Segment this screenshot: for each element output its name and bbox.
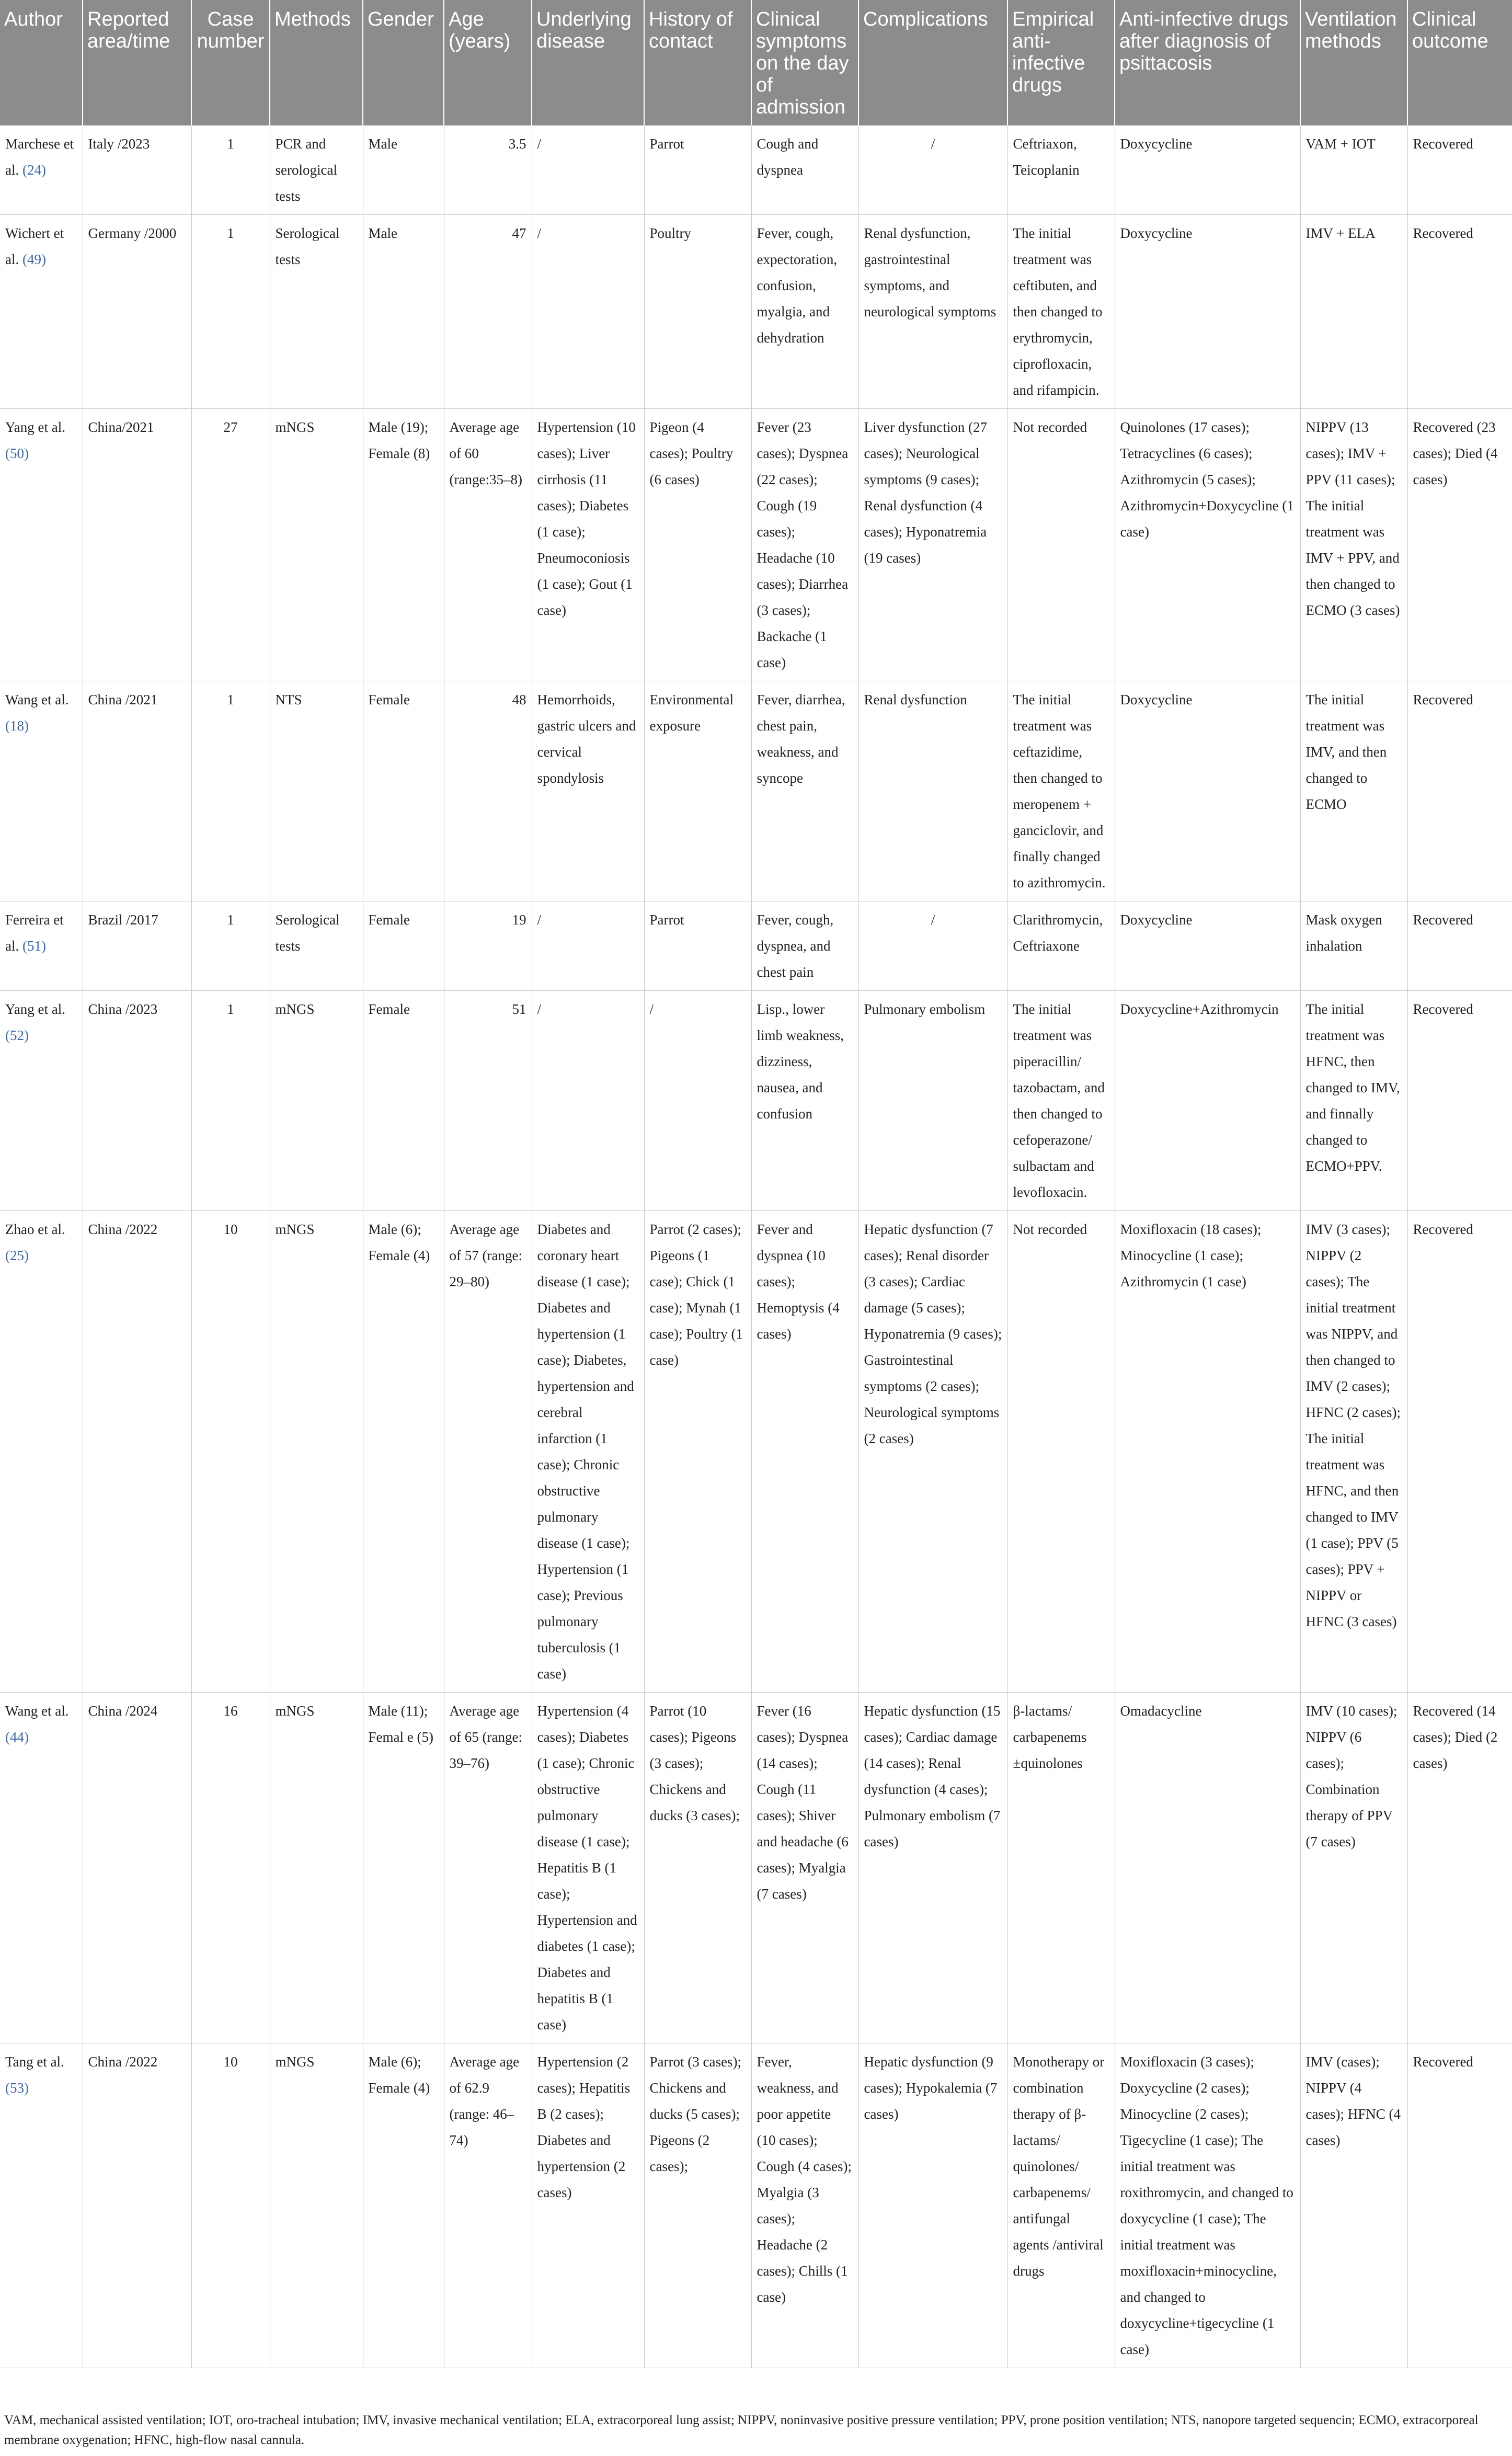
cell-underlying-disease: / xyxy=(532,215,644,409)
cell-after-diagnosis-drugs: Doxycycline xyxy=(1115,215,1300,409)
cell-history-of-contact: Parrot xyxy=(644,901,751,991)
cell-author xyxy=(0,2043,83,2368)
cell-outcome: Recovered xyxy=(1407,125,1512,215)
table-body xyxy=(0,125,1512,2368)
cell-area-time: China /2024 xyxy=(83,1693,191,2043)
cell-ventilation: NIPPV (13 cases); IMV + PPV (11 cases); The initial treatment was IMV + PPV, and then changed to ECMO (3 cases) xyxy=(1300,409,1407,681)
cell-after-diagnosis-drugs: Doxycycline xyxy=(1115,901,1300,991)
cell-after-diagnosis-drugs: Quinolones (17 cases); Tetracyclines (6 cases); Azithromycin (5 cases); Azithromycin+Doxycycline (1 case) xyxy=(1115,409,1300,681)
cell-age: Average age of 57 (range: 29–80) xyxy=(444,1211,532,1693)
header-area-time: Reported area/time xyxy=(83,0,191,125)
cell-underlying-disease: Diabetes and coronary heart disease (1 case); Diabetes and hypertension (1 case); Diabetes, hypertension and cerebral infarction (1 case); Chronic obstructive pulmonary disease (1 case); Hypertension (1 case); Previous pulmonary tuberculosis (1 case) xyxy=(532,1211,644,1693)
table-row xyxy=(0,409,1512,681)
cell-case-number: 1 xyxy=(191,991,270,1211)
cell-area-time: Brazil /2017 xyxy=(83,901,191,991)
cell-history-of-contact: Pigeon (4 cases); Poultry (6 cases) xyxy=(644,409,751,681)
cell-methods: Serological tests xyxy=(270,901,363,991)
cell-area-time: Germany /2000 xyxy=(83,215,191,409)
table-row xyxy=(0,125,1512,215)
cell-after-diagnosis-drugs: Doxycycline xyxy=(1115,681,1300,901)
author-name: Yang et al. xyxy=(5,419,66,435)
author-name: Ferreira et al. xyxy=(5,912,64,954)
author-name: Tang et al. xyxy=(5,2054,64,2070)
header-clinical-symptoms: Clinical symptoms on the day of admission xyxy=(751,0,858,125)
cell-outcome: Recovered xyxy=(1407,991,1512,1211)
cell-gender: Female xyxy=(363,991,444,1211)
reference-link[interactable]: (24) xyxy=(22,162,46,178)
cell-methods: mNGS xyxy=(270,409,363,681)
cell-area-time: China /2022 xyxy=(83,2043,191,2368)
cell-author xyxy=(0,125,83,215)
author-name: Yang et al. xyxy=(5,1001,66,1017)
cell-after-diagnosis-drugs: Omadacycline xyxy=(1115,1693,1300,2043)
reference-link[interactable]: (18) xyxy=(5,718,29,734)
cell-age: 3.5 xyxy=(444,125,532,215)
cell-empirical-drugs: Ceftriaxon, Teicoplanin xyxy=(1007,125,1115,215)
cell-area-time: China /2021 xyxy=(83,681,191,901)
cell-gender: Female xyxy=(363,901,444,991)
cell-gender: Male (6); Female (4) xyxy=(363,1211,444,1693)
header-age: Age (years) xyxy=(444,0,532,125)
cell-clinical-symptoms: Lisp., lower limb weakness, dizziness, nausea, and confusion xyxy=(751,991,858,1211)
cell-methods: mNGS xyxy=(270,1211,363,1693)
cell-ventilation: The initial treatment was IMV, and then changed to ECMO xyxy=(1300,681,1407,901)
cell-outcome: Recovered (14 cases); Died (2 cases) xyxy=(1407,1693,1512,2043)
cell-clinical-symptoms: Fever, cough, expectoration, confusion, myalgia, and dehydration xyxy=(751,215,858,409)
cell-after-diagnosis-drugs: Moxifloxacin (3 cases); Doxycycline (2 cases); Minocycline (2 cases); Tigecycline (1 case); The initial treatment was roxithromycin, and changed to doxycycline (1 case); The initial treatment was moxifloxacin+minocycline, and changed to doxycycline+tigecycline (1 case) xyxy=(1115,2043,1300,2368)
cell-ventilation: The initial treatment was HFNC, then changed to IMV, and finnally changed to ECMO+PPV. xyxy=(1300,991,1407,1211)
table-row xyxy=(0,1211,1512,1693)
cell-author xyxy=(0,991,83,1211)
cell-age: 47 xyxy=(444,215,532,409)
cell-underlying-disease: Hypertension (4 cases); Diabetes (1 case); Chronic obstructive pulmonary disease (1 case); Hepatitis B (1 case); Hypertension and diabetes (1 case); Diabetes and hepatitis B (1 case) xyxy=(532,1693,644,2043)
cell-age: Average age of 60 (range:35–8) xyxy=(444,409,532,681)
cell-gender: Male (11); Femal e (5) xyxy=(363,1693,444,2043)
cell-underlying-disease: Hemorrhoids, gastric ulcers and cervical spondylosis xyxy=(532,681,644,901)
author-name: Wang et al. xyxy=(5,692,69,707)
cell-clinical-symptoms: Fever, diarrhea, chest pain, weakness, and syncope xyxy=(751,681,858,901)
reference-link[interactable]: (50) xyxy=(5,445,29,461)
header-complications: Complications xyxy=(858,0,1007,125)
cell-author xyxy=(0,215,83,409)
cell-complications: Renal dysfunction xyxy=(858,681,1007,901)
cell-case-number: 1 xyxy=(191,681,270,901)
cell-gender: Female xyxy=(363,681,444,901)
cell-methods: mNGS xyxy=(270,1693,363,2043)
cell-age: 51 xyxy=(444,991,532,1211)
cell-history-of-contact: Parrot xyxy=(644,125,751,215)
cell-age: 48 xyxy=(444,681,532,901)
cell-author xyxy=(0,681,83,901)
cell-area-time: China /2023 xyxy=(83,991,191,1211)
cell-empirical-drugs: Not recorded xyxy=(1007,1211,1115,1693)
author-name: Wichert et al. xyxy=(5,225,64,267)
cell-complications: Hepatic dysfunction (7 cases); Renal disorder (3 cases); Cardiac damage (5 cases); Hyponatremia (9 cases); Gastrointestinal symptoms (2 cases); Neurological symptoms (2 cases) xyxy=(858,1211,1007,1693)
cell-after-diagnosis-drugs: Doxycycline+Azithromycin xyxy=(1115,991,1300,1211)
cell-complications: Hepatic dysfunction (9 cases); Hypokalemia (7 cases) xyxy=(858,2043,1007,2368)
header-case-number: Case number xyxy=(191,0,270,125)
header-author: Author xyxy=(0,0,83,125)
cell-history-of-contact: Poultry xyxy=(644,215,751,409)
header-row xyxy=(0,0,1512,125)
cell-methods: NTS xyxy=(270,681,363,901)
cell-after-diagnosis-drugs: Doxycycline xyxy=(1115,125,1300,215)
cell-methods: Serological tests xyxy=(270,215,363,409)
cell-complications: / xyxy=(858,901,1007,991)
cell-methods: mNGS xyxy=(270,2043,363,2368)
reference-link[interactable]: (52) xyxy=(5,1027,29,1043)
cell-clinical-symptoms: Cough and dyspnea xyxy=(751,125,858,215)
cell-history-of-contact: Environmental exposure xyxy=(644,681,751,901)
cell-case-number: 27 xyxy=(191,409,270,681)
reference-link[interactable]: (25) xyxy=(5,1248,29,1263)
cell-ventilation: IMV (cases); NIPPV (4 cases); HFNC (4 cases) xyxy=(1300,2043,1407,2368)
table-row xyxy=(0,991,1512,1211)
cell-outcome: Recovered (23 cases); Died (4 cases) xyxy=(1407,409,1512,681)
table-row xyxy=(0,681,1512,901)
cell-complications: Pulmonary embolism xyxy=(858,991,1007,1211)
header-ventilation: Ventilation methods xyxy=(1300,0,1407,125)
cell-methods: PCR and serological tests xyxy=(270,125,363,215)
author-name: Marchese et al. xyxy=(5,136,74,178)
cell-after-diagnosis-drugs: Moxifloxacin (18 cases); Minocycline (1 case); Azithromycin (1 case) xyxy=(1115,1211,1300,1693)
cell-underlying-disease: Hypertension (10 cases); Liver cirrhosis (11 cases); Diabetes (1 case); Pneumoconiosis (1 case); Gout (1 case) xyxy=(532,409,644,681)
cell-age: Average age of 62.9 (range: 46–74) xyxy=(444,2043,532,2368)
cell-clinical-symptoms: Fever, weakness, and poor appetite (10 cases); Cough (4 cases); Myalgia (3 cases); Headache (2 cases); Chills (1 case) xyxy=(751,2043,858,2368)
cell-complications: / xyxy=(858,125,1007,215)
cell-underlying-disease: / xyxy=(532,991,644,1211)
table-footnote: VAM, mechanical assisted ventilation; IOT, oro-tracheal intubation; IMV, invasive mechanical ventilation; ELA, extracorporeal lung assist; NIPPV, noninvasive positive pressure ventilation; PPV, prone position ventilation; NTS, nanopore targeted sequencin; ECMO, extracorporeal membrane oxygenation; HFNC, high-flow nasal cannula. xyxy=(4,2413,1479,2447)
cell-empirical-drugs: The initial treatment was piperacillin/ tazobactam, and then changed to cefoperazone/ sulbactam and levofloxacin. xyxy=(1007,991,1115,1211)
table-row xyxy=(0,2043,1512,2368)
cell-case-number: 10 xyxy=(191,2043,270,2368)
header-gender: Gender xyxy=(363,0,444,125)
cell-area-time: China /2022 xyxy=(83,1211,191,1693)
header-outcome: Clinical outcome xyxy=(1407,0,1512,125)
reference-link[interactable]: (44) xyxy=(5,1729,29,1745)
cell-case-number: 16 xyxy=(191,1693,270,2043)
header-methods: Methods xyxy=(270,0,363,125)
cell-history-of-contact: Parrot (3 cases); Chickens and ducks (5 cases); Pigeons (2 cases); xyxy=(644,2043,751,2368)
cell-clinical-symptoms: Fever (16 cases); Dyspnea (14 cases); Cough (11 cases); Shiver and headache (6 cases); Myalgia (7 cases) xyxy=(751,1693,858,2043)
cell-author xyxy=(0,409,83,681)
cell-complications: Liver dysfunction (27 cases); Neurological symptoms (9 cases); Renal dysfunction (4 cases); Hyponatremia (19 cases) xyxy=(858,409,1007,681)
cell-complications: Renal dysfunction, gastrointestinal symptoms, and neurological symptoms xyxy=(858,215,1007,409)
reference-link[interactable]: (53) xyxy=(5,2080,29,2096)
cell-outcome: Recovered xyxy=(1407,215,1512,409)
cell-outcome: Recovered xyxy=(1407,681,1512,901)
cell-clinical-symptoms: Fever (23 cases); Dyspnea (22 cases); Cough (19 cases); Headache (10 cases); Diarrhea (3 cases); Backache (1 case) xyxy=(751,409,858,681)
cell-outcome: Recovered xyxy=(1407,2043,1512,2368)
table-row xyxy=(0,215,1512,409)
table-row xyxy=(0,901,1512,991)
cell-outcome: Recovered xyxy=(1407,1211,1512,1693)
cell-age: 19 xyxy=(444,901,532,991)
cell-author xyxy=(0,1693,83,2043)
cell-case-number: 1 xyxy=(191,125,270,215)
cell-empirical-drugs: The initial treatment was ceftazidime, then changed to meropenem + ganciclovir, and finally changed to azithromycin. xyxy=(1007,681,1115,901)
cell-ventilation: IMV + ELA xyxy=(1300,215,1407,409)
table-header xyxy=(0,0,1512,125)
cell-complications: Hepatic dysfunction (15 cases); Cardiac damage (14 cases); Renal dysfunction (4 cases); Pulmonary embolism (7 cases) xyxy=(858,1693,1007,2043)
cell-case-number: 1 xyxy=(191,901,270,991)
cell-gender: Male xyxy=(363,125,444,215)
cell-underlying-disease: Hypertension (2 cases); Hepatitis B (2 cases); Diabetes and hypertension (2 cases) xyxy=(532,2043,644,2368)
header-history-of-contact: History of contact xyxy=(644,0,751,125)
cell-empirical-drugs: β-lactams/ carbapenems ±quinolones xyxy=(1007,1693,1115,2043)
cell-case-number: 10 xyxy=(191,1211,270,1693)
cell-methods: mNGS xyxy=(270,991,363,1211)
author-name: Wang et al. xyxy=(5,1703,69,1719)
cell-area-time: China/2021 xyxy=(83,409,191,681)
cell-history-of-contact: Parrot (2 cases); Pigeons (1 case); Chick (1 case); Mynah (1 case); Poultry (1 case) xyxy=(644,1211,751,1693)
cell-empirical-drugs: Not recorded xyxy=(1007,409,1115,681)
cell-ventilation: IMV (10 cases); NIPPV (6 cases); Combination therapy of PPV (7 cases) xyxy=(1300,1693,1407,2043)
cell-ventilation: IMV (3 cases); NIPPV (2 cases); The initial treatment was NIPPV, and then changed to IMV (2 cases); HFNC (2 cases); The initial treatment was HFNC, and then changed to IMV (1 case); PPV (5 cases); PPV + NIPPV or HFNC (3 cases) xyxy=(1300,1211,1407,1693)
cell-history-of-contact: / xyxy=(644,991,751,1211)
cell-clinical-symptoms: Fever, cough, dyspnea, and chest pain xyxy=(751,901,858,991)
cell-empirical-drugs: The initial treatment was ceftibuten, and then changed to erythromycin, ciprofloxacin, and rifampicin. xyxy=(1007,215,1115,409)
cell-history-of-contact: Parrot (10 cases); Pigeons (3 cases); Chickens and ducks (3 cases); xyxy=(644,1693,751,2043)
reference-link[interactable]: (51) xyxy=(22,938,46,954)
cell-empirical-drugs: Clarithromycin, Ceftriaxone xyxy=(1007,901,1115,991)
cell-ventilation: VAM + IOT xyxy=(1300,125,1407,215)
reference-link[interactable]: (49) xyxy=(22,252,46,267)
table-row xyxy=(0,1693,1512,2043)
cell-gender: Male (19); Female (8) xyxy=(363,409,444,681)
cell-area-time: Italy /2023 xyxy=(83,125,191,215)
cell-outcome: Recovered xyxy=(1407,901,1512,991)
cell-underlying-disease: / xyxy=(532,901,644,991)
cell-author xyxy=(0,1211,83,1693)
author-name: Zhao et al. xyxy=(5,1221,65,1237)
cell-underlying-disease: / xyxy=(532,125,644,215)
header-underlying-disease: Underlying disease xyxy=(532,0,644,125)
header-empirical-drugs: Empirical anti-infective drugs xyxy=(1007,0,1115,125)
cell-case-number: 1 xyxy=(191,215,270,409)
cell-gender: Male xyxy=(363,215,444,409)
cell-empirical-drugs: Monotherapy or combination therapy of β-lactams/ quinolones/ carbapenems/ antifungal agents /antiviral drugs xyxy=(1007,2043,1115,2368)
cell-gender: Male (6); Female (4) xyxy=(363,2043,444,2368)
cell-age: Average age of 65 (range: 39–76) xyxy=(444,1693,532,2043)
header-after-diagnosis-drugs: Anti-infective drugs after diagnosis of psittacosis xyxy=(1115,0,1300,125)
cell-author xyxy=(0,901,83,991)
cell-clinical-symptoms: Fever and dyspnea (10 cases); Hemoptysis (4 cases) xyxy=(751,1211,858,1693)
cell-ventilation: Mask oxygen inhalation xyxy=(1300,901,1407,991)
